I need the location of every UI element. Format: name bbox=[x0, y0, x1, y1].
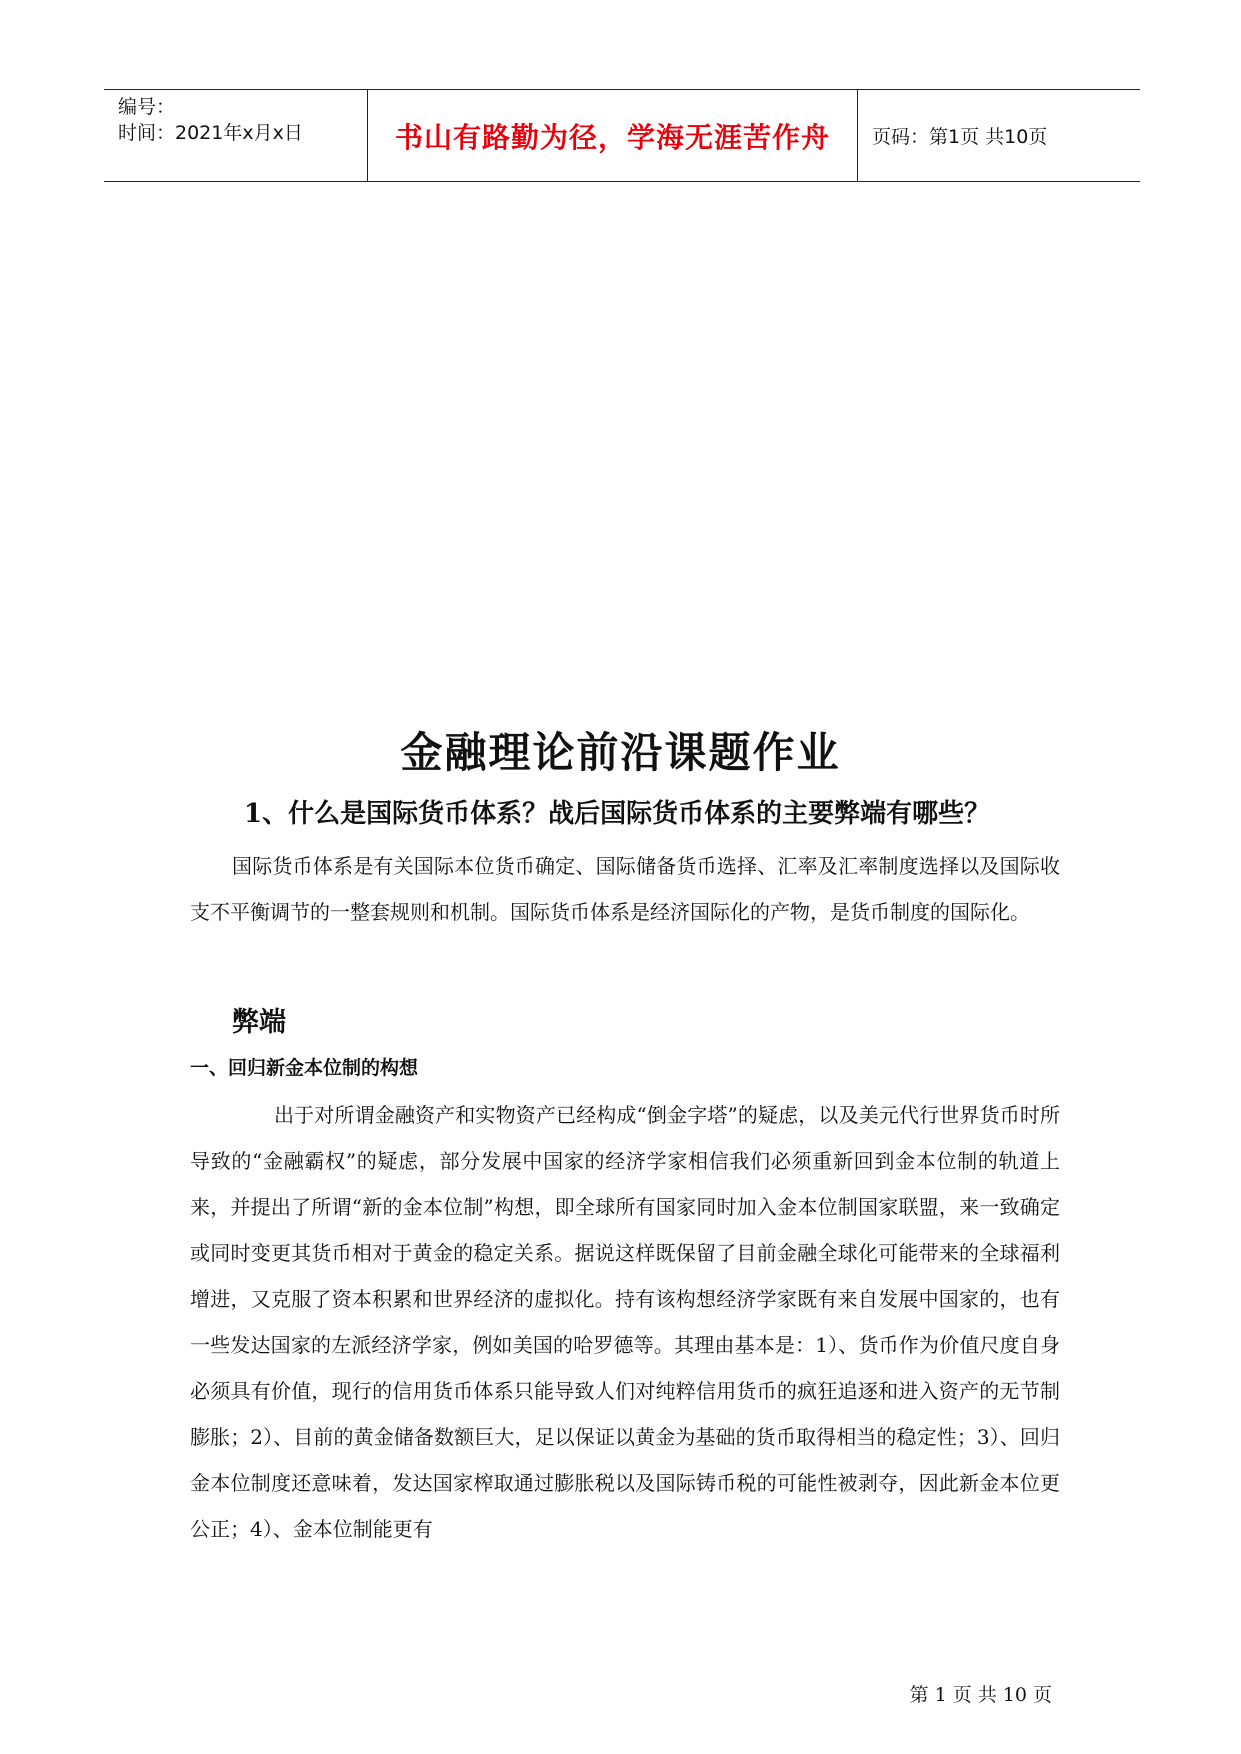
header-meta-cell bbox=[104, 90, 368, 181]
section-heading: 弊端 bbox=[232, 1007, 286, 1038]
intro-paragraph: 国际货币体系是有关国际本位货币确定、国际储备货币选择、汇率及汇率制度选择以及国际收支不平衡调节的一整套规则和机制。国际货币体系是经济国际化的产物，是货币制度的国际化。 bbox=[190, 854, 1060, 924]
time-label: 时间：2021年x月x日 bbox=[118, 122, 303, 144]
body-paragraph: 出于对所谓金融资产和实物资产已经构成“倒金字塔”的疑虑，以及美元代行世界货币时所导致的“金融霸权”的疑虑，部分发展中国家的经济学家相信我们必须重新回到金本位制的轨道上来，并提出了所谓“新的金本位制”构想，即全球所有国家同时加入金本位制国家联盟，来一致确定或同时变更其货币相对于黄金的稳定关系。据说这样既保留了目前金融全球化可能带来的全球福利增进，又克服了资本积累和世界经济的虚拟化。持有该构想经济学家既有来自发展中国家的，也有一些发达国家的左派经济学家，例如美国的哈罗德等。其理由基本是：1）、货币作为价值尺度自身必须具有价值，现行的信用货币体系只能导致人们对纯粹信用货币的疯狂追逐和进入资产的无节制膨胀；2）、目前的黄金储备数额巨大，足以保证以黄金为基础的货币取得相当的稳定性；3）、回归金本位制度还意味着，发达国家榨取通过膨胀税以及国际铸币税的可能性被剥夺，因此新金本位更公正；4）、金本位制能更有 bbox=[190, 1103, 1060, 1541]
header-motto-cell bbox=[368, 90, 858, 181]
page-footer: 第 1 页 共 10 页 bbox=[909, 1684, 1052, 1706]
document-title: 金融理论前沿课题作业 bbox=[400, 728, 841, 777]
header-page-number: 页码：第1页 共10页 bbox=[872, 126, 1048, 148]
sub-heading: 一、回归新金本位制的构想 bbox=[190, 1057, 419, 1079]
header-page-cell bbox=[858, 90, 1140, 181]
serial-number-label: 编号： bbox=[118, 96, 176, 118]
page-header bbox=[104, 89, 1140, 182]
question-heading: 1、什么是国际货币体系？战后国际货币体系的主要弊端有哪些？ bbox=[244, 799, 991, 829]
motto-text: 书山有路勤为径，学海无涯苦作舟 bbox=[394, 120, 830, 154]
